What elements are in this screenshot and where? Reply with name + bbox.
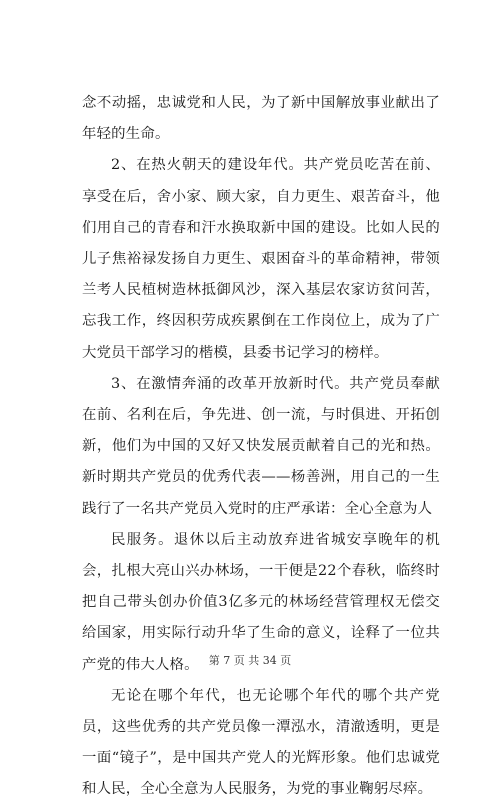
paragraph-1: 念不动摇，忠诚党和人民，为了新中国解放事业献出了年轻的生命。 xyxy=(82,95,440,143)
paragraph-2: 2、在热火朝天的建设年代。共产党员吃苦在前、享受在后，舍小家、顾大家，自力更生、艰苦奋斗，他们用自己的青春和汗水换取新中国的建设。比如人民的儿子焦裕禄发扬自力更生、艰困奋斗的革命精神，带领兰考人民植树造林抵御风沙，深入基层农家访贫问苦，忘我工作，终因积劳成疾累倒在工作岗位上，成为了广大党员干部学习的楷模，县委书记学习的榜样。 xyxy=(82,157,440,361)
paragraph-3: 3、在激情奔涌的改革开放新时代。共产党员奉献在前、名利在后，争先进、创一流，与时俱进、开拓创新，他们为中国的又好又快发展贡献着自己的光和热。新时期共产党员的优秀代表——杨善洲，用自己的一生践行了一名共产党员入党时的庄严承诺：全心全意为人 xyxy=(82,375,440,517)
paragraph-4: 民服务。退休以后主动放弃进省城安享晚年的机会，扎根大亮山兴办林场，一干便是22个春秋，临终时把自己带头创办价值3亿多元的林场经营管理权无偿交给国家，用实际行动升华了生命的意义，诠释了一位共产党的伟大人格。 xyxy=(82,531,440,673)
paragraph-5: 无论在哪个年代，也无论哪个年代的哪个共产党员，这些优秀的共产党员像一潭泓水，清澈透明，更是一面“镜子”，是中国共产党人的光辉形象。他们忠诚党和人民，全心全意为人民服务，为党的事业鞠躬尽瘁。 xyxy=(82,687,440,798)
page-number-footer: 第 7 页 共 34 页 xyxy=(208,654,292,667)
document-body xyxy=(82,88,440,806)
